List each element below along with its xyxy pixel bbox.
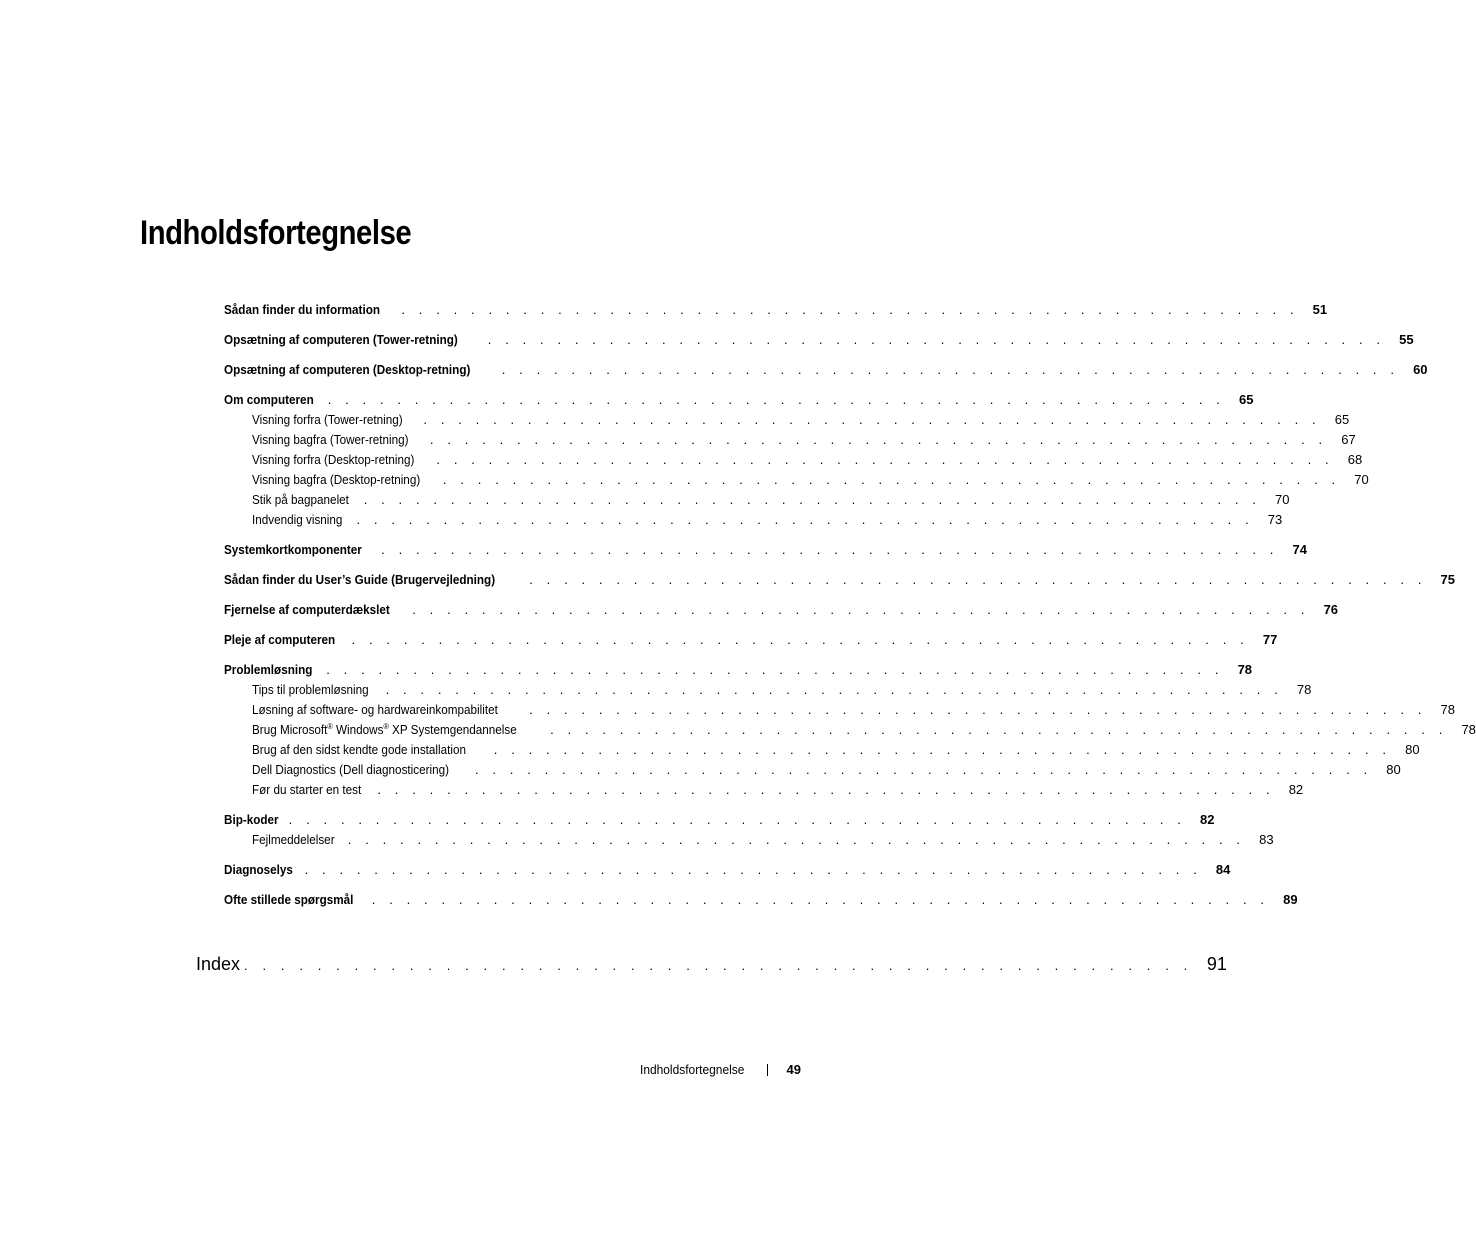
title-part: XP Systemgendannelse	[388, 722, 517, 737]
toc-entry-page: 84	[1215, 862, 1231, 877]
toc-entry[interactable]	[224, 362, 1428, 382]
toc-entry-title: Brug af den sidst kendte gode installation	[252, 742, 470, 757]
toc-entry-title: Fjernelse af computerdækslet	[224, 602, 393, 617]
toc-entry-title: Løsning af software- og hardwareinkompabilitet	[252, 702, 501, 717]
toc-entry-page: 82	[1288, 782, 1304, 797]
toc-entry-title: Visning forfra (Desktop-retning)	[252, 452, 418, 467]
toc-entry-title: Visning forfra (Tower-retning)	[252, 412, 406, 427]
toc-entry-page: 65	[1239, 392, 1254, 407]
toc-entry[interactable]	[224, 892, 1298, 912]
toc-entry-page: 75	[1440, 572, 1456, 587]
toc-entry-page: 78	[1296, 682, 1312, 697]
title-part: Windows	[332, 722, 384, 737]
footer-divider	[767, 1064, 768, 1076]
toc-entry-title: Pleje af computeren	[224, 632, 339, 647]
table-of-contents	[224, 302, 1476, 912]
toc-entry-page: 77	[1262, 632, 1278, 647]
toc-entry-title: Før du starter en test	[252, 782, 365, 797]
toc-entry-title: Sådan finder du information	[224, 302, 384, 317]
toc-entry-title: Visning bagfra (Desktop-retning)	[252, 472, 424, 487]
toc-entry[interactable]	[224, 762, 1401, 782]
registered-mark: ®	[327, 722, 333, 731]
toc-entry[interactable]	[224, 302, 1328, 322]
dot-leader: . . . . . . . . . . . . . . . . . . . . . . . . . . . . . . . . . . . . . . . . . . . . . . . . . . . .	[304, 862, 1202, 877]
registered-mark: ®	[383, 722, 389, 731]
dot-leader: . . . . . . . . . . . . . . . . . . . . . . . . . . . . . . . . . . . . . . . . . . . . . . . . . . . .	[401, 302, 1299, 317]
toc-entry[interactable]	[224, 512, 1283, 532]
toc-entry[interactable]	[224, 432, 1356, 452]
toc-entry-page: 78	[1440, 702, 1455, 717]
toc-entry-index[interactable]	[196, 954, 1227, 978]
dot-leader: . . . . . . . . . . . . . . . . . . . . . . . . . . . . . . . . . . . . . . . . . . . . . . . . . . . .	[429, 432, 1328, 447]
toc-entry-title: Sådan finder du User’s Guide (Brugervejledning)	[224, 572, 499, 587]
toc-entry-title: Bip-koder	[224, 812, 282, 827]
toc-entry-page: 80	[1386, 762, 1401, 777]
toc-entry-title: Tips til problemløsning	[252, 682, 372, 697]
toc-entry[interactable]	[224, 602, 1339, 622]
toc-entry-page: 76	[1323, 602, 1339, 617]
toc-entry-page: 78	[1237, 662, 1253, 677]
toc-entry[interactable]	[224, 832, 1274, 852]
toc-entry-title: Dell Diagnostics (Dell diagnosticering)	[252, 762, 453, 777]
toc-entry[interactable]	[224, 332, 1414, 352]
toc-entry[interactable]	[224, 472, 1369, 492]
dot-leader: . . . . . . . . . . . . . . . . . . . . . . . . . . . . . . . . . . . . . . . . . . . . . . . . . . . .	[442, 472, 1341, 487]
dot-leader: . . . . . . . . . . . . . . . . . . . . . . . . . . . . . . . . . . . . . . . . . . . . . . . . . . . .	[550, 722, 1448, 737]
toc-entry-title: Indvendig visning	[252, 512, 346, 527]
toc-entry-title	[252, 722, 520, 737]
toc-entry-page: 51	[1312, 302, 1328, 317]
toc-entry[interactable]	[224, 682, 1312, 702]
toc-entry-title: Opsætning af computeren (Tower-retning)	[224, 332, 461, 347]
toc-entry-page: 70	[1275, 492, 1290, 507]
toc-entry-page: 73	[1267, 512, 1283, 527]
toc-entry-page: 82	[1200, 812, 1215, 827]
page-footer	[640, 1062, 815, 1077]
dot-leader: . . . . . . . . . . . . . . . . . . . . . . . . . . . . . . . . . . . . . . . . . . . . . . . . . . . .	[347, 832, 1246, 847]
dot-leader: . . . . . . . . . . . . . . . . . . . . . . . . . . . . . . . . . . . . . . . . . . . . . . . . . . . .	[529, 572, 1427, 587]
toc-entry[interactable]	[224, 392, 1254, 412]
dot-leader: . . . . . . . . . . . . . . . . . . . . . . . . . . . . . . . . . . . . . . . . . . . . . . . . . . . .	[385, 682, 1283, 697]
toc-entry-title: Fejlmeddelelser	[252, 832, 338, 847]
toc-entry-title: Visning bagfra (Tower-retning)	[252, 432, 412, 447]
dot-leader: . . . . . . . . . . . . . . . . . . . . . . . . . . . . . . . . . . . . . . . . . . . . . . . . . . . .	[381, 542, 1279, 557]
toc-entry[interactable]	[224, 862, 1231, 882]
dot-leader: . . . . . . . . . . . . . . . . . . . . . . . . . . . . . . . . . . . . . . . . . . . . . . . . . . . .	[423, 412, 1321, 427]
dot-leader: . . . . . . . . . . . . . . . . . . . . . . . . . . . . . . . . . . . . . . . . . . . . . . . . . . . .	[436, 452, 1334, 467]
toc-entry-page: 91	[1206, 954, 1227, 974]
dot-leader: . . . . . . . . . . . . . . . . . . . . . . . . . . . . . . . . . . . . . . . . . . . . . . . . . . . .	[474, 762, 1373, 777]
toc-entry-page: 60	[1413, 362, 1428, 377]
toc-entry[interactable]	[224, 412, 1350, 432]
dot-leader: . . . . . . . . . . . . . . . . . . . . . . . . . . . . . . . . . . . . . . . . . . . . . . . . . . . .	[529, 702, 1427, 717]
toc-entry-page: 83	[1259, 832, 1274, 847]
dot-leader: . . . . . . . . . . . . . . . . . . . . . . . . . . . . . . . . . . . . . . . . . . . . . . . . . . . .	[487, 332, 1386, 347]
dot-leader: . . . . . . . . . . . . . . . . . . . . . . . . . . . . . . . . . . . . . . . . . . . . . . . . . . . .	[326, 662, 1224, 677]
toc-entry-title: Index	[196, 954, 244, 975]
dot-leader: . . . . . . . . . . . . . . . . . . . . . . . . . . . . . . . . . . . . . . . . . . . . . . . . . . . .	[501, 362, 1400, 377]
toc-entry-title: Stik på bagpanelet	[252, 492, 353, 507]
toc-entry[interactable]	[224, 742, 1420, 762]
toc-entry-page: 74	[1292, 542, 1307, 557]
page-number: 49	[786, 1062, 801, 1077]
toc-entry-page: 80	[1405, 742, 1420, 757]
dot-leader: . . . . . . . . . . . . . . . . . . . . . . . . . . . . . . . . . . . . . . . . . . . . . . . . . . . .	[327, 392, 1226, 407]
toc-entry[interactable]	[224, 812, 1215, 832]
toc-entry[interactable]	[224, 722, 1476, 742]
toc-entry-page: 65	[1334, 412, 1350, 427]
toc-entry[interactable]	[224, 572, 1456, 592]
toc-entry-page: 55	[1399, 332, 1414, 347]
toc-entry-title: Opsætning af computeren (Desktop-retning)	[224, 362, 474, 377]
dot-leader: . . . . . . . . . . . . . . . . . . . . . . . . . . . . . . . . . . . . . . . . . . . . . . . . . . . .	[371, 892, 1270, 907]
toc-entry-title: Problemløsning	[224, 662, 316, 677]
dot-leader: . . . . . . . . . . . . . . . . . . . . . . . . . . . . . . . . . . . . . . . . . . . . . . . . . . . .	[351, 632, 1249, 647]
footer-label: Indholdsfortegnelse	[640, 1062, 745, 1077]
toc-entry[interactable]	[224, 492, 1290, 512]
dot-leader: . . . . . . . . . . . . . . . . . . . . . . . . . . . . . . . . . . . . . . . . . . . . . . . . . . . .	[356, 512, 1254, 527]
dot-leader: . . . . . . . . . . . . . . . . . . . . . . . . . . . . . . . . . . . . . . . . . . . . . . . . . . . .	[363, 492, 1262, 507]
toc-entry[interactable]	[224, 702, 1455, 722]
toc-entry-title: Diagnoselys	[224, 862, 297, 877]
dot-leader: . . . . . . . . . . . . . . . . . . . . . . . . . . . . . . . . . . . . . . . . . . . . . . . . . . . .	[412, 602, 1310, 617]
toc-entry[interactable]	[224, 782, 1304, 802]
toc-entry[interactable]	[224, 542, 1307, 562]
dot-leader: . . . . . . . . . . . . . . . . . . . . . . . . . . . . . . . . . . . . . . . . . . . . . . . . . . . .	[244, 958, 1193, 973]
dot-leader: . . . . . . . . . . . . . . . . . . . . . . . . . . . . . . . . . . . . . . . . . . . . . . . . . . . .	[288, 812, 1186, 827]
toc-entry-page: 89	[1283, 892, 1298, 907]
toc-entry[interactable]	[224, 452, 1363, 472]
toc-entry[interactable]	[224, 662, 1253, 682]
toc-entry-page: 78	[1461, 722, 1476, 737]
title-part: Brug Microsoft	[252, 722, 328, 737]
toc-entry-page: 68	[1347, 452, 1363, 467]
toc-entry-title: Systemkortkomponenter	[224, 542, 365, 557]
toc-entry[interactable]	[224, 632, 1278, 652]
page-title: Indholdsfortegnelse	[140, 214, 412, 252]
dot-leader: . . . . . . . . . . . . . . . . . . . . . . . . . . . . . . . . . . . . . . . . . . . . . . . . . . . .	[493, 742, 1392, 757]
toc-entry-title: Om computeren	[224, 392, 317, 407]
dot-leader: . . . . . . . . . . . . . . . . . . . . . . . . . . . . . . . . . . . . . . . . . . . . . . . . . . . .	[377, 782, 1275, 797]
toc-entry-title: Ofte stillede spørgsmål	[224, 892, 357, 907]
toc-entry-page: 70	[1354, 472, 1369, 487]
toc-entry-page: 67	[1341, 432, 1356, 447]
